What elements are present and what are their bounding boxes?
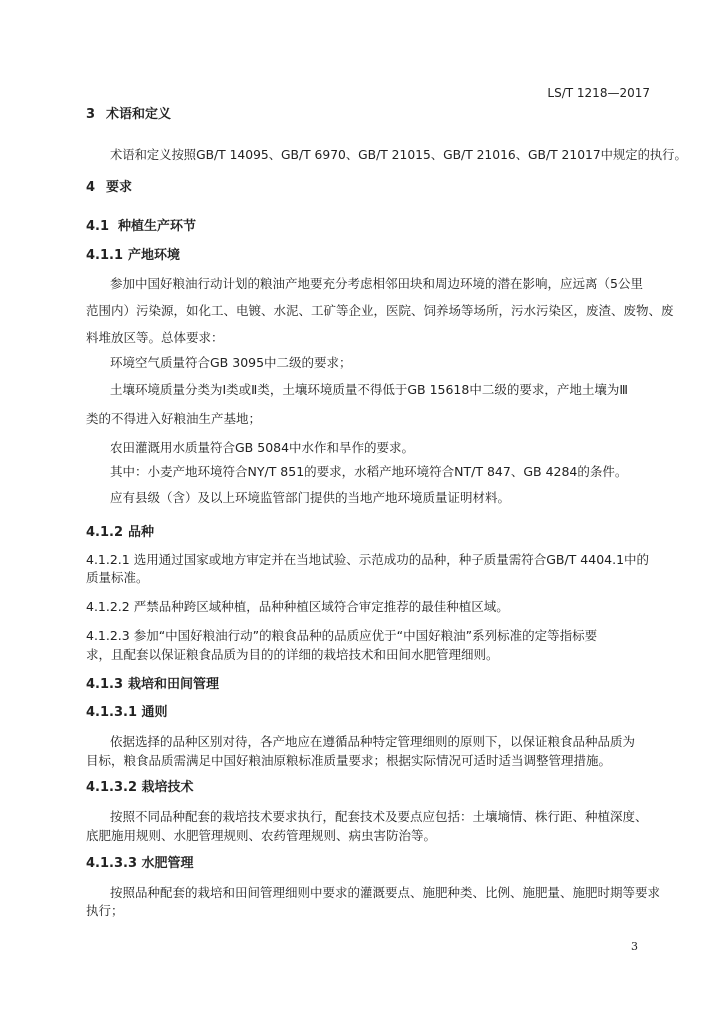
section-number: 4.1.3 — [86, 677, 124, 692]
paragraph: 应有县级（含）及以上环境监管部门提供的当地产地环境质量证明材料。 — [110, 490, 511, 505]
section-4-1-1-heading — [86, 248, 180, 264]
paragraph-line: 执行； — [86, 903, 124, 918]
paragraph-line: 质量标准。 — [86, 570, 149, 585]
section-4-heading — [86, 180, 132, 196]
section-number: 4.1.1 — [86, 248, 124, 263]
paragraph-line: 料堆放区等。总体要求： — [86, 330, 224, 345]
section-number: 4 — [86, 180, 96, 195]
section-title: 产地环境 — [128, 248, 181, 263]
section-3-heading — [86, 107, 171, 123]
subsection-heading: 4.1.3.1 通则 — [86, 705, 168, 720]
paragraph-line: 土壤环境质量分类为Ⅰ类或Ⅱ类，土壤环境质量不得低于GB 15618中二级的要求，产地土壤为Ⅲ — [110, 382, 628, 397]
paragraph-line: 底肥施用规则、水肥管理规则、农药管理规则、病虫害防治等。 — [86, 828, 437, 843]
section-title: 术语和定义 — [106, 107, 172, 122]
paragraph: 4.1.2.2 严禁品种跨区域种植，品种种植区域符合审定推荐的最佳种植区域。 — [86, 599, 509, 614]
section-4-1-3-heading — [86, 677, 219, 693]
paragraph-line: 参加中国好粮油行动计划的粮油产地要充分考虑相邻田块和周边环境的潜在影响，应远离（5公里 — [110, 276, 643, 291]
subsection-heading: 4.1.3.3 水肥管理 — [86, 856, 194, 871]
paragraph-line: 依据选择的品种区别对待，各产地应在遵循品种特定管理细则的原则下，以保证粮食品种品质为 — [110, 734, 636, 749]
paragraph-line: 4.1.2.1 选用通过国家或地方审定并在当地试验、示范成功的品种，种子质量需符合GB/T 4404.1中的 — [86, 552, 650, 567]
paragraph: 环境空气质量符合GB 3095中二级的要求； — [110, 355, 352, 370]
section-4-1-2-heading — [86, 525, 154, 541]
section-title: 栽培和田间管理 — [128, 677, 220, 692]
paragraph: 术语和定义按照GB/T 14095、GB/T 6970、GB/T 21015、GB/T 21016、GB/T 21017中规定的执行。 — [110, 148, 687, 162]
page-number: 3 — [631, 940, 638, 953]
section-title: 种植生产环节 — [118, 219, 197, 234]
document-code: LS/T 1218—2017 — [547, 86, 650, 100]
section-title: 品种 — [128, 525, 155, 540]
paragraph: 其中：小麦产地环境符合NY/T 851的要求，水稻产地环境符合NT/T 847、GB 4284的条件。 — [110, 464, 628, 479]
paragraph-line: 类的不得进入好粮油生产基地； — [86, 411, 262, 426]
paragraph-line: 按照不同品种配套的栽培技术要求执行，配套技术及要点应包括：土壤墒情、株行距、种植深度、 — [110, 809, 648, 824]
section-4-1-heading — [86, 219, 196, 235]
section-title: 要求 — [106, 180, 133, 195]
paragraph: 农田灌溉用水质量符合GB 5084中水作和旱作的要求。 — [110, 440, 415, 455]
paragraph-line: 求，且配套以保证粮食品质为目的的详细的栽培技术和田间水肥管理细则。 — [86, 647, 499, 662]
section-number: 4.1 — [86, 219, 110, 234]
section-number: 4.1.2 — [86, 525, 124, 540]
subsection-heading: 4.1.3.2 栽培技术 — [86, 780, 194, 795]
paragraph-line: 目标，粮食品质需满足中国好粮油原粮标准质量要求；根据实际情况可适时适当调整管理措施。 — [86, 753, 612, 768]
section-number: 3 — [86, 107, 96, 122]
paragraph-line: 按照品种配套的栽培和田间管理细则中要求的灌溉要点、施肥种类、比例、施肥量、施肥时期等要求 — [110, 885, 661, 900]
paragraph-line: 范围内）污染源，如化工、电镀、水泥、工矿等企业，医院、饲养场等场所，污水污染区，废渣、废物、废 — [86, 303, 674, 318]
paragraph-line: 4.1.2.3 参加“中国好粮油行动”的粮食品种的品质应优于“中国好粮油”系列标准的定等指标要 — [86, 628, 598, 643]
